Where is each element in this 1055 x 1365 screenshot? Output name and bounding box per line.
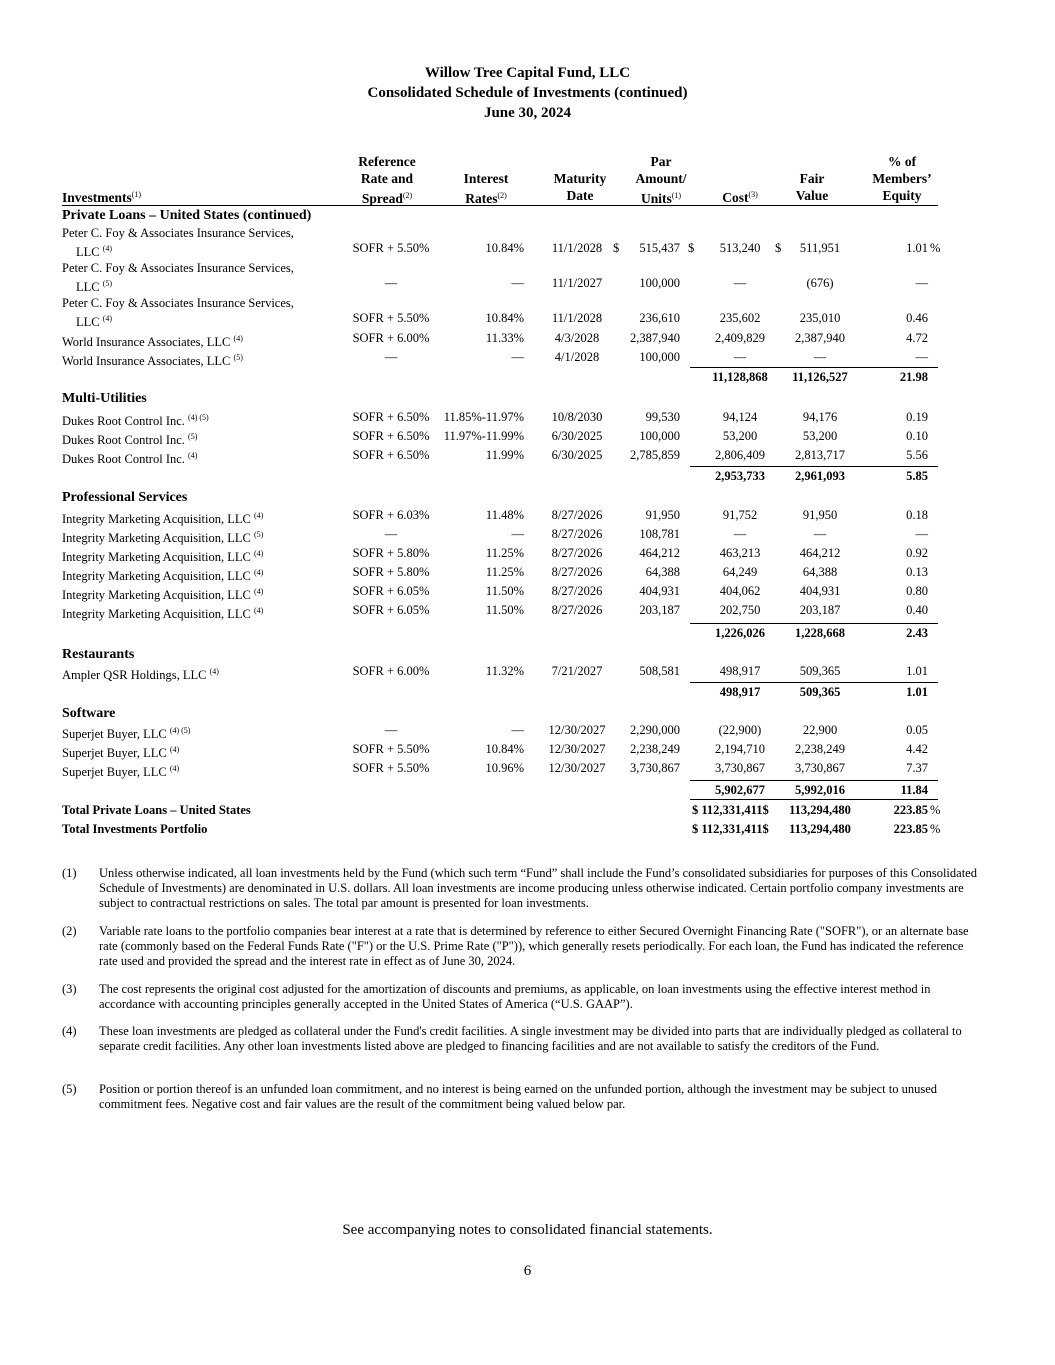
par-amount: 108,781 xyxy=(639,527,680,541)
investment-name: Peter C. Foy & Associates Insurance Services, LLC $^{(5)}$ xyxy=(62,261,294,294)
fair-value: 3,730,867 xyxy=(795,761,845,775)
pct-equity: 4.42 xyxy=(906,742,928,756)
par-amount: 99,530 xyxy=(645,410,680,424)
footnote-text: Position or portion thereof is an unfunded loan commitment, and no interest is being earned on the unfunded portion, although the investment may be subject to unused commitment fees. Negative cost and fair values are the result of the commitment being valued below par. xyxy=(99,1082,938,1111)
pct-equity: 0.05 xyxy=(906,723,928,737)
cost-value: 91,752 xyxy=(722,508,758,522)
fair-value: 404,931 xyxy=(799,584,841,598)
fair-value: 203,187 xyxy=(799,603,841,617)
cost-value: 235,602 xyxy=(719,311,761,325)
fair-dollar-sign: $ xyxy=(775,241,782,255)
pct-equity: 0.40 xyxy=(906,603,928,617)
par-amount: 236,610 xyxy=(639,311,680,325)
subtotal-fair: 509,365 xyxy=(799,685,841,699)
pct-equity: 7.37 xyxy=(906,761,928,775)
pct-equity: 0.10 xyxy=(906,429,928,443)
subtotal-cost: 498,917 xyxy=(719,685,761,699)
pct-equity: 0.13 xyxy=(906,565,928,579)
maturity-date: 8/27/2026 xyxy=(551,527,603,541)
investment-name: Superjet Buyer, LLC $^{(4)}$ xyxy=(62,745,180,760)
pct-equity: 0.92 xyxy=(906,546,928,560)
section-private-loans: Private Loans – United States (continued) xyxy=(62,208,312,223)
cost-value: 53,200 xyxy=(722,429,758,443)
subtotal-cost: 2,953,733 xyxy=(715,469,765,483)
total-rule xyxy=(690,799,938,800)
pct-equity: 4.72 xyxy=(906,331,928,345)
maturity-date: 8/27/2026 xyxy=(551,565,603,579)
investment-name: Integrity Marketing Acquisition, LLC $^{(4)}$ xyxy=(62,606,264,621)
maturity-date: 7/21/2027 xyxy=(551,664,603,678)
maturity-date: 6/30/2025 xyxy=(551,429,603,443)
investment-name: Superjet Buyer, LLC $^{(4) (5)}$ xyxy=(62,726,191,741)
subtotal-fair: 1,228,668 xyxy=(795,626,845,640)
reference-rate: SOFR + 6.05% xyxy=(352,584,430,598)
investment-name: World Insurance Associates, LLC $^{(5)}$ xyxy=(62,353,243,368)
section-professional-services: Professional Services xyxy=(62,490,188,505)
par-amount: 2,785,859 xyxy=(630,448,680,462)
cost-value: 64,249 xyxy=(722,565,758,579)
reference-rate: SOFR + 6.03% xyxy=(352,508,430,522)
reference-rate: SOFR + 6.50% xyxy=(352,448,430,462)
reference-rate: SOFR + 5.50% xyxy=(352,761,430,775)
investment-name: Peter C. Foy & Associates Insurance Services, LLC $^{(4)}$ xyxy=(62,226,294,259)
investment-name: Dukes Root Control Inc. $^{(4) (5)}$ xyxy=(62,413,209,428)
investment-name: Superjet Buyer, LLC $^{(4)}$ xyxy=(62,764,180,779)
cost-value: — xyxy=(733,527,747,541)
par-amount: 2,387,940 xyxy=(630,331,680,345)
footnote-text: These loan investments are pledged as collateral under the Fund's credit facilities. A single investment may be divided into parts that are individually pledged as collateral to separate credit facilities. Any other loan investments listed above are pledged to financing facilities and are not available to satisfy the creditors of the Fund. xyxy=(99,1024,962,1053)
col-header-maturity: Maturity Date xyxy=(553,171,607,203)
investment-name: Integrity Marketing Acquisition, LLC $^{(5)}$ xyxy=(62,530,264,545)
reference-rate: SOFR + 5.50% xyxy=(352,241,430,255)
interest-rate: 11.25% xyxy=(485,565,524,579)
cost-value: 2,409,829 xyxy=(715,331,765,345)
investment-name: World Insurance Associates, LLC $^{(4)}$ xyxy=(62,334,243,349)
section-multi-utilities: Multi-Utilities xyxy=(62,391,147,406)
total-cost: $ 112,331,411$ xyxy=(692,822,769,836)
reference-rate: — xyxy=(384,276,398,290)
reference-rate: — xyxy=(384,723,398,737)
col-header-cost: Cost$^{(3)}$ xyxy=(722,190,758,205)
subtotal-rule xyxy=(690,682,938,683)
total-fair: 113,294,480 xyxy=(789,822,851,836)
reference-rate: SOFR + 6.00% xyxy=(352,664,430,678)
pct-equity: 5.56 xyxy=(906,448,928,462)
pct-equity: — xyxy=(915,276,928,290)
subtotal-rule xyxy=(690,780,938,781)
pct-equity: 0.18 xyxy=(906,508,928,522)
pct-equity: 0.19 xyxy=(906,410,928,424)
subtotal-rule xyxy=(690,466,938,467)
fair-value: 511,951 xyxy=(799,241,841,255)
cost-value: — xyxy=(733,350,747,364)
reference-rate: SOFR + 6.00% xyxy=(352,331,430,345)
cost-dollar-sign: $ xyxy=(688,241,695,255)
maturity-date: 4/1/2028 xyxy=(554,350,600,364)
footnote-number: (3) xyxy=(62,982,77,996)
interest-rate: 11.50% xyxy=(485,603,524,617)
footnote-text: Unless otherwise indicated, all loan investments held by the Fund (which such term “Fund” shall include the Fund’s consolidated subsidiaries for purposes of this Consolidated Schedule of Investments) are denominated in U.S. dollars. All loan investments are income producing unless otherwise indicated. Certain portfolio company investments are subject to contractual restrictions on sales. The total par amount is presented for loan investments. xyxy=(99,866,977,910)
investment-name: Integrity Marketing Acquisition, LLC $^{(4)}$ xyxy=(62,549,264,564)
col-header-investments: Investments$^{(1)}$ xyxy=(62,190,142,205)
pct-equity: — xyxy=(915,350,928,364)
interest-rate: — xyxy=(511,527,524,541)
par-amount: 100,000 xyxy=(639,350,680,364)
document-title: Willow Tree Capital Fund, LLC xyxy=(424,65,631,81)
investment-name: Dukes Root Control Inc. $^{(5)}$ xyxy=(62,432,198,447)
interest-rate: 11.97%-11.99% xyxy=(443,429,524,443)
cost-value: 202,750 xyxy=(719,603,761,617)
reference-rate: SOFR + 6.05% xyxy=(352,603,430,617)
pct-sign: % xyxy=(930,241,941,255)
par-amount: 2,290,000 xyxy=(630,723,680,737)
interest-rate: 10.84% xyxy=(485,742,524,756)
subtotal-fair: 11,126,527 xyxy=(792,370,848,384)
interest-rate: 11.25% xyxy=(485,546,524,560)
total-cost: $ 112,331,411$ xyxy=(692,803,769,817)
reference-rate: SOFR + 5.80% xyxy=(352,565,430,579)
footnote-number: (1) xyxy=(62,866,77,880)
interest-rate: — xyxy=(511,276,524,290)
maturity-date: 8/27/2026 xyxy=(551,603,603,617)
subtotal-cost: 1,226,026 xyxy=(715,626,765,640)
fair-value: 64,388 xyxy=(802,565,838,579)
par-amount: 515,437 xyxy=(639,241,680,255)
interest-rate: 11.32% xyxy=(485,664,524,678)
fair-value: 53,200 xyxy=(802,429,838,443)
par-amount: 100,000 xyxy=(639,429,680,443)
maturity-date: 8/27/2026 xyxy=(551,546,603,560)
interest-rate: 11.85%-11.97% xyxy=(443,410,524,424)
pct-equity: 0.80 xyxy=(906,584,928,598)
pct-equity: — xyxy=(915,527,928,541)
section-software: Software xyxy=(62,706,116,721)
subtotal-pct: 21.98 xyxy=(899,370,928,384)
maturity-date: 12/30/2027 xyxy=(548,742,606,756)
fair-value: 91,950 xyxy=(802,508,838,522)
investment-name: Integrity Marketing Acquisition, LLC $^{(4)}$ xyxy=(62,587,264,602)
maturity-date: 11/1/2028 xyxy=(551,311,603,325)
reference-rate: SOFR + 6.50% xyxy=(352,429,430,443)
total-pct-sign: % xyxy=(930,822,941,836)
par-amount: 3,730,867 xyxy=(630,761,680,775)
cost-value: 3,730,867 xyxy=(715,761,765,775)
col-header-fair: Fair Value xyxy=(795,171,829,203)
document-subtitle: Consolidated Schedule of Investments (continued) xyxy=(367,85,688,101)
reference-rate: — xyxy=(384,527,398,541)
interest-rate: 10.84% xyxy=(485,311,524,325)
cost-value: — xyxy=(733,276,747,290)
interest-rate: — xyxy=(511,350,524,364)
col-header-par: Par Amount/ Units$^{(1)}$ xyxy=(635,154,687,206)
par-amount: 508,581 xyxy=(639,664,680,678)
fair-value: 464,212 xyxy=(799,546,841,560)
subtotal-cost: 5,902,677 xyxy=(715,783,765,797)
maturity-date: 12/30/2027 xyxy=(548,761,606,775)
maturity-date: 11/1/2028 xyxy=(551,241,603,255)
total-fair: 113,294,480 xyxy=(789,803,851,817)
total-pct: 223.85 xyxy=(893,803,928,817)
maturity-date: 8/27/2026 xyxy=(551,584,603,598)
footnote-number: (2) xyxy=(62,924,77,938)
interest-rate: 11.50% xyxy=(485,584,524,598)
subtotal-rule xyxy=(690,367,938,368)
investment-name: Dukes Root Control Inc. $^{(4)}$ xyxy=(62,451,198,466)
subtotal-pct: 2.43 xyxy=(906,626,928,640)
cost-value: 94,124 xyxy=(722,410,758,424)
par-amount: 404,931 xyxy=(639,584,680,598)
cost-value: 404,062 xyxy=(719,584,761,598)
par-amount: 2,238,249 xyxy=(630,742,680,756)
fair-value: 235,010 xyxy=(799,311,841,325)
cost-value: 463,213 xyxy=(719,546,761,560)
total-pct-sign: % xyxy=(930,803,941,817)
footnote-text: Variable rate loans to the portfolio companies bear interest at a rate that is determined by reference to either Secured Overnight Financing Rate ("SOFR"), or an alternate base rate (commonly based on the Federal Funds Rate ("F") or the U.S. Prime Rate ("P")), which generally resets periodically. For each loan, the Fund has indicated the reference rate used and provided the spread and the interest rate in effect as of June 30, 2024. xyxy=(99,924,969,968)
fair-value: — xyxy=(813,527,827,541)
fair-value: 2,813,717 xyxy=(795,448,845,462)
fair-value: (676) xyxy=(806,276,834,290)
fair-value: 2,238,249 xyxy=(795,742,845,756)
investment-name: Integrity Marketing Acquisition, LLC $^{(4)}$ xyxy=(62,568,264,583)
interest-rate: 11.99% xyxy=(485,448,524,462)
par-dollar-sign: $ xyxy=(613,241,620,255)
par-amount: 91,950 xyxy=(645,508,680,522)
maturity-date: 8/27/2026 xyxy=(551,508,603,522)
maturity-date: 4/3/2028 xyxy=(554,331,600,345)
subtotal-pct: 11.84 xyxy=(900,783,928,797)
interest-rate: — xyxy=(511,723,524,737)
investment-name: Ampler QSR Holdings, LLC $^{(4)}$ xyxy=(62,667,219,682)
fair-value: 94,176 xyxy=(802,410,838,424)
fair-value: 2,387,940 xyxy=(795,331,845,345)
document-date: June 30, 2024 xyxy=(483,105,572,121)
subtotal-fair: 2,961,093 xyxy=(795,469,845,483)
col-header-interest: Interest Rates$^{(2)}$ xyxy=(463,171,509,206)
page-number: 6 xyxy=(523,1263,532,1279)
maturity-date: 6/30/2025 xyxy=(551,448,603,462)
fair-value: 22,900 xyxy=(802,723,838,737)
footnote-number: (5) xyxy=(62,1082,77,1096)
footnote-number: (4) xyxy=(62,1024,77,1038)
reference-rate: SOFR + 5.50% xyxy=(352,742,430,756)
subtotal-pct: 5.85 xyxy=(906,469,928,483)
reference-rate: SOFR + 5.80% xyxy=(352,546,430,560)
header-rule xyxy=(62,205,938,206)
total-label: Total Private Loans – United States xyxy=(62,803,251,817)
pct-equity: 1.01 xyxy=(906,664,928,678)
par-amount: 64,388 xyxy=(645,565,680,579)
total-pct: 223.85 xyxy=(893,822,928,836)
footer-note: See accompanying notes to consolidated financial statements. xyxy=(342,1222,713,1238)
subtotal-rule xyxy=(690,623,938,624)
cost-value: (22,900) xyxy=(718,723,762,737)
maturity-date: 12/30/2027 xyxy=(548,723,606,737)
interest-rate: 10.84% xyxy=(485,241,524,255)
fair-value: 509,365 xyxy=(799,664,841,678)
total-label: Total Investments Portfolio xyxy=(62,822,208,836)
reference-rate: SOFR + 6.50% xyxy=(352,410,430,424)
subtotal-pct: 1.01 xyxy=(906,685,928,699)
interest-rate: 11.48% xyxy=(485,508,524,522)
maturity-date: 10/8/2030 xyxy=(551,410,603,424)
par-amount: 203,187 xyxy=(639,603,680,617)
par-amount: 464,212 xyxy=(639,546,680,560)
interest-rate: 11.33% xyxy=(485,331,524,345)
fair-value: — xyxy=(813,350,827,364)
cost-value: 513,240 xyxy=(719,241,761,255)
subtotal-cost: 11,128,868 xyxy=(712,370,768,384)
section-restaurants: Restaurants xyxy=(62,647,135,662)
pct-equity: 0.46 xyxy=(906,311,928,325)
pct-equity: 1.01 xyxy=(906,241,928,255)
footnote-text: The cost represents the original cost adjusted for the amortization of discounts and premiums, as applicable, on loan investments using the effective interest method in accordance with accounting principles generally accepted in the United States of America (“U.S. GAAP”). xyxy=(99,982,931,1011)
par-amount: 100,000 xyxy=(639,276,680,290)
interest-rate: 10.96% xyxy=(485,761,524,775)
cost-value: 2,806,409 xyxy=(715,448,765,462)
cost-value: 2,194,710 xyxy=(715,742,765,756)
cost-value: 498,917 xyxy=(719,664,761,678)
maturity-date: 11/1/2027 xyxy=(551,276,603,290)
col-header-reference: Reference Rate and Spread$^{(2)}$ xyxy=(358,154,416,206)
subtotal-fair: 5,992,016 xyxy=(795,783,845,797)
reference-rate: — xyxy=(384,350,398,364)
investment-name: Integrity Marketing Acquisition, LLC $^{(4)}$ xyxy=(62,511,264,526)
investment-name: Peter C. Foy & Associates Insurance Services, LLC $^{(4)}$ xyxy=(62,296,294,329)
reference-rate: SOFR + 5.50% xyxy=(352,311,430,325)
col-header-pct: % of Members’ Equity xyxy=(872,154,932,203)
